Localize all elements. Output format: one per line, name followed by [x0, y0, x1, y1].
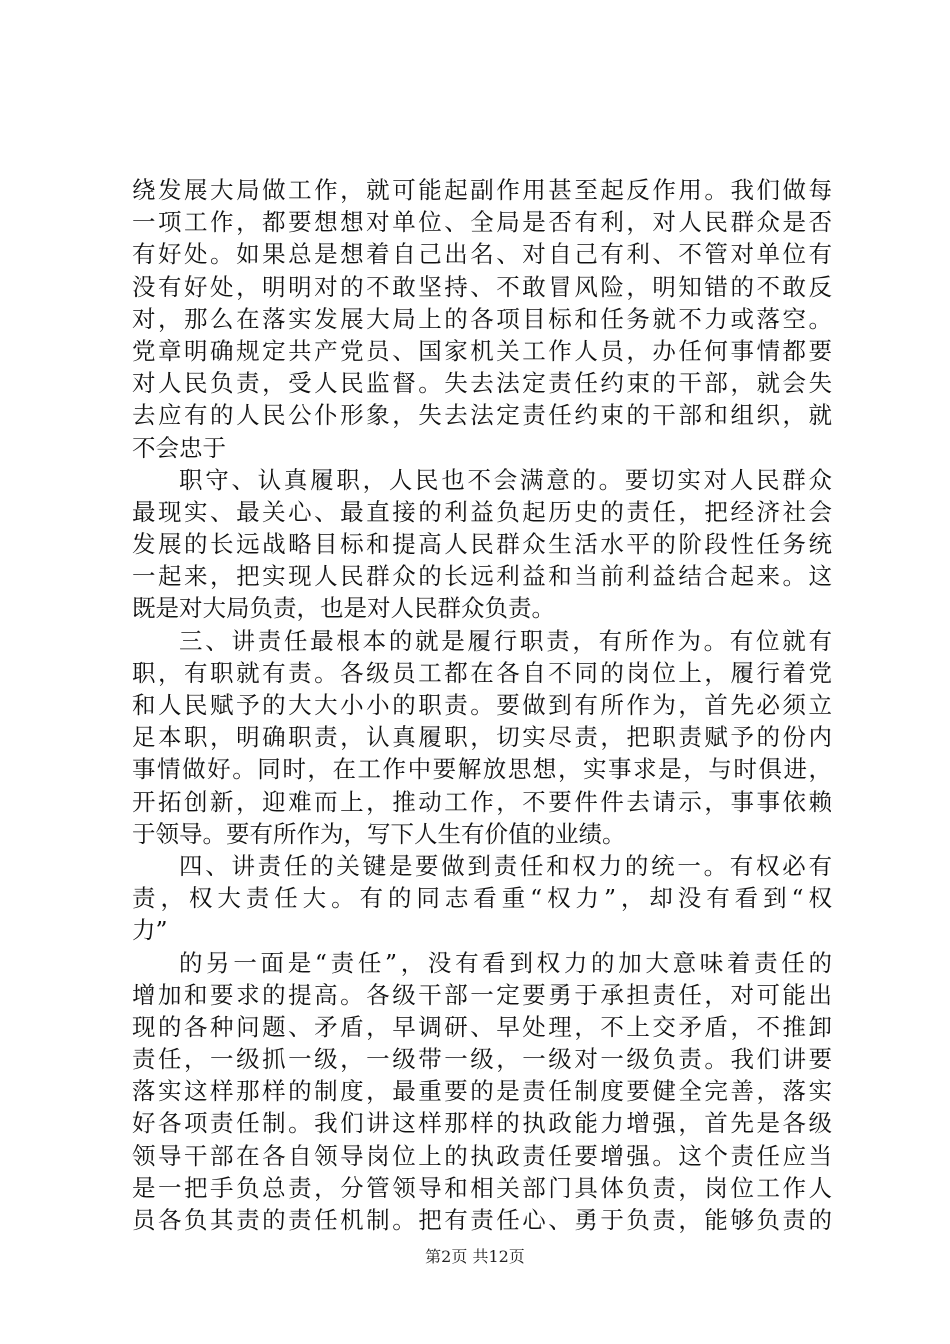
text-line: 增加和要求的提高。各级干部一定要勇于承担责任，对可能出 [132, 980, 832, 1009]
text-line: 党章明确规定共产党员、国家机关工作人员，办任何事情都要 [132, 336, 832, 365]
text-line: 职，有职就有责。各级员工都在各自不同的岗位上，履行着党 [132, 658, 832, 687]
page-number-footer: 第2页 共12页 [425, 1247, 525, 1266]
text-line: 发展的长远战略目标和提高人民群众生活水平的阶段性任务统 [132, 530, 832, 559]
text-line: 去应有的人民公仆形象，失去法定责任约束的干部和组织，就 [132, 401, 832, 430]
text-line: 最现实、最关心、最直接的利益负起历史的责任，把经济社会 [132, 497, 832, 526]
text-line: 绕发展大局做工作，就可能起副作用甚至起反作用。我们做每 [132, 176, 832, 204]
text-line: 于领导。要有所作为，写下人生有价值的业绩。 [132, 819, 626, 848]
text-line: 对，那么在落实发展大局上的各项目标和任务就不力或落空。 [132, 304, 832, 333]
document-body [132, 174, 832, 1236]
text-line: 的另一面是“责任”，没有看到权力的加大意味着责任的 [179, 948, 832, 977]
text-line: 开拓创新，迎难而上，推动工作，不要件件去请示，事事依赖 [132, 787, 832, 816]
text-line: 是一把手负总责，分管领导和相关部门具体负责，岗位工作人 [132, 1173, 832, 1202]
text-line: 和人民赋予的大大小小的职责。要做到有所作为，首先必须立 [132, 691, 832, 719]
text-line: 事情做好。同时，在工作中要解放思想，实事求是，与时俱进， [132, 755, 832, 784]
text-line: 足本职，明确职责，认真履职，切实尽责，把职责赋予的份内 [132, 723, 832, 752]
text-line: 有好处。如果总是想着自己出名、对自己有利、不管对单位有 [132, 240, 832, 269]
text-line: 落实这样那样的制度，最重要的是责任制度要健全完善，落实 [132, 1077, 832, 1106]
text-line: 没有好处，明明对的不敢坚持、不敢冒风险，明知错的不敢反 [132, 272, 832, 301]
text-line: 一起来，把实现人民群众的长远利益和当前利益结合起来。这 [132, 562, 832, 591]
text-line: 既是对大局负责，也是对人民群众负责。 [132, 594, 555, 623]
text-line: 领导干部在各自领导岗位上的执政责任要增强。这个责任应当 [132, 1141, 832, 1170]
text-line: 三、讲责任最根本的就是履行职责，有所作为。有位就有 [179, 626, 832, 655]
text-line: 一项工作，都要想想对单位、全局是否有利，对人民群众是否 [132, 208, 832, 237]
text-line: 对人民负责，受人民监督。失去法定责任约束的干部，就会失 [132, 369, 832, 398]
text-line: 职守、认真履职，人民也不会满意的。要切实对人民群众 [179, 465, 832, 494]
text-line: 力” [132, 916, 168, 945]
text-line: 现的各种问题、矛盾，早调研、早处理，不上交矛盾，不推卸 [132, 1012, 832, 1041]
text-line: 责任，一级抓一级，一级带一级，一级对一级负责。我们讲要 [132, 1045, 832, 1074]
text-line: 责，权大责任大。有的同志看重“权力”，却没有看到“权 [132, 884, 832, 913]
text-line: 好各项责任制。我们讲这样那样的执政能力增强，首先是各级 [132, 1109, 832, 1138]
text-line: 不会忠于 [132, 433, 226, 462]
text-line: 员各负其责的责任机制。把有责任心、勇于负责，能够负责的 [132, 1206, 832, 1234]
text-line: 四、讲责任的关键是要做到责任和权力的统一。有权必有 [179, 851, 832, 880]
